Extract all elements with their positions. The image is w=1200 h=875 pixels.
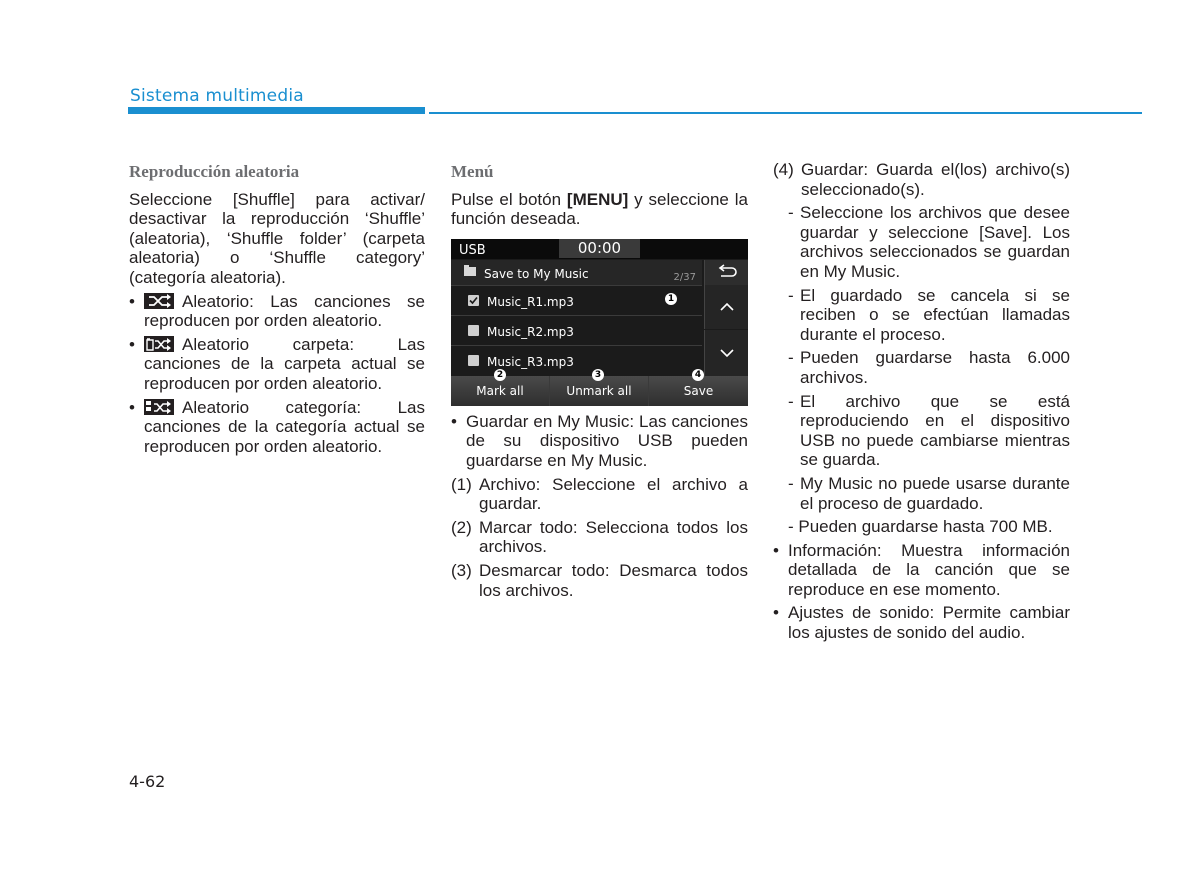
source-label: USB <box>459 242 486 258</box>
clock: 00:00 <box>559 239 640 258</box>
shuffle-category-icon <box>144 399 174 415</box>
column-3 <box>773 160 1070 647</box>
save-button[interactable]: Save <box>649 376 748 406</box>
chevron-up-icon <box>705 285 748 329</box>
item-number: (3) <box>451 560 472 580</box>
dash-item: - Pueden guardarse hasta 700 MB. <box>788 517 1053 537</box>
item-text: Desmarcar todo: Desmarca todos los archivos. <box>479 560 748 600</box>
list-item <box>451 518 748 557</box>
dash-text: El guardado se cancela si se reciben o se efectúan llamadas durante el proceso. <box>800 285 1070 344</box>
item-text: Marcar todo: Selecciona todos los archivos. <box>479 517 748 557</box>
header-rule-thick <box>128 107 425 114</box>
shuffle-category-text: Aleatorio categoría: Las canciones de la categoría actual se reproducen por orden aleatorio. <box>144 397 425 456</box>
list-item: • Ajustes de sonido: Permite cambiar los ajustes de sonido del audio. <box>773 603 1070 642</box>
list-item <box>129 398 425 457</box>
item-text: Guardar: Guarda el(los) archivo(s) seleccionado(s). <box>801 160 1070 199</box>
back-icon <box>705 260 748 285</box>
callout-badge: 2 <box>494 369 506 381</box>
file-row-3[interactable] <box>451 345 702 376</box>
back-button[interactable] <box>704 260 748 285</box>
checkbox-checked-icon[interactable] <box>468 295 479 306</box>
folder-label: Save to My Music <box>484 266 589 281</box>
list-item <box>129 292 425 331</box>
section-title: Sistema multimedia <box>130 86 304 106</box>
file-row-2[interactable] <box>451 315 702 346</box>
subtitle-menu: Menú <box>451 162 494 181</box>
scroll-down-button[interactable] <box>704 330 748 376</box>
page-number: 4-62 <box>129 772 166 791</box>
shuffle-folder-text: Aleatorio carpeta: Las canciones de la carpeta actual se reproducen por orden aleatorio. <box>144 334 425 393</box>
callout-badge: 1 <box>665 293 677 305</box>
shuffle-text: Aleatorio: Las canciones se reproducen por orden aleatorio. <box>144 291 425 331</box>
dash-item: - El archivo que se está reproduciendo en el dispositivo USB no puede cambiarse mientras se guarda. <box>788 391 1070 470</box>
scroll-up-button[interactable] <box>704 285 748 329</box>
column-1 <box>129 160 425 460</box>
dash-item: - El guardado se cancela si se reciben o se efectúan llamadas durante el proceso. <box>788 285 1070 344</box>
list-item <box>129 335 425 394</box>
menu-intro <box>451 190 748 229</box>
folder-header <box>451 260 702 285</box>
callout-badge: 4 <box>692 369 704 381</box>
dash-item: - My Music no puede usarse durante el proceso de guardado. <box>788 473 1070 513</box>
mark-all-button[interactable]: Mark all <box>451 376 549 406</box>
menu-intro-text-end: y seleccione la función deseada. <box>451 189 748 229</box>
dash-text: El archivo que se está reproduciendo en el dispositivo USB no puede cambiarse mientras se guarda. <box>800 391 1070 470</box>
file-name: Music_R3.mp3 <box>487 354 574 369</box>
item-number: (1) <box>451 474 472 494</box>
menu-intro-text: Pulse el botón <box>451 189 567 209</box>
list-item <box>773 160 1070 199</box>
list-item: • Guardar en My Music: Las canciones de su dispositivo USB pueden guardarse en My Music. <box>451 412 748 471</box>
unmark-all-button[interactable]: Unmark all <box>550 376 648 406</box>
header-rule-thin <box>429 112 1142 114</box>
file-name: Music_R2.mp3 <box>487 324 574 339</box>
item-text: Archivo: Seleccione el archivo a guardar. <box>479 474 748 514</box>
dash-text: Pueden guardarse hasta 6.000 archivos. <box>800 348 1070 387</box>
shuffle-icon <box>144 293 174 309</box>
list-item: • Información: Muestra información detallada de la canción que se reproduce en ese momento. <box>773 541 1070 600</box>
dash-item: - Pueden guardarse hasta 6.000 archivos. <box>788 348 1070 387</box>
subtitle-shuffle: Reproducción aleatoria <box>129 162 300 181</box>
dash-item: - Seleccione los archivos que desee guardar y seleccione [Save]. Los archivos seleccionados se guardan en My Music. <box>788 203 1070 281</box>
dash-text: Seleccione los archivos que desee guardar y seleccione [Save]. Los archivos seleccionados se guardan en My Music. <box>800 203 1070 281</box>
shuffle-folder-icon <box>144 336 174 352</box>
item-number: (2) <box>451 517 472 537</box>
checkbox-icon[interactable] <box>468 325 479 336</box>
shuffle-intro: Seleccione [Shuffle] para activar/ desactivar la reproducción ‘Shuffle’ (aleatoria), ‘Shuffle folder’ (carpeta aleatoria) o ‘Shuffle category’ (categoría aleatoria). <box>129 189 425 287</box>
usb-screen <box>451 239 748 406</box>
menu-button-label: [MENU] <box>566 189 629 209</box>
callout-badge: 3 <box>592 369 604 381</box>
file-name: Music_R1.mp3 <box>487 294 574 309</box>
file-count: 2/37 <box>673 271 696 283</box>
column-2 <box>451 160 748 604</box>
item-number: (4) <box>773 160 794 179</box>
list-item <box>451 561 748 600</box>
checkbox-icon[interactable] <box>468 355 479 366</box>
list-item <box>451 475 748 514</box>
dash-text: My Music no puede usarse durante el proceso de guardado. <box>800 473 1070 513</box>
chevron-down-icon <box>705 330 748 376</box>
folder-icon <box>464 267 476 276</box>
